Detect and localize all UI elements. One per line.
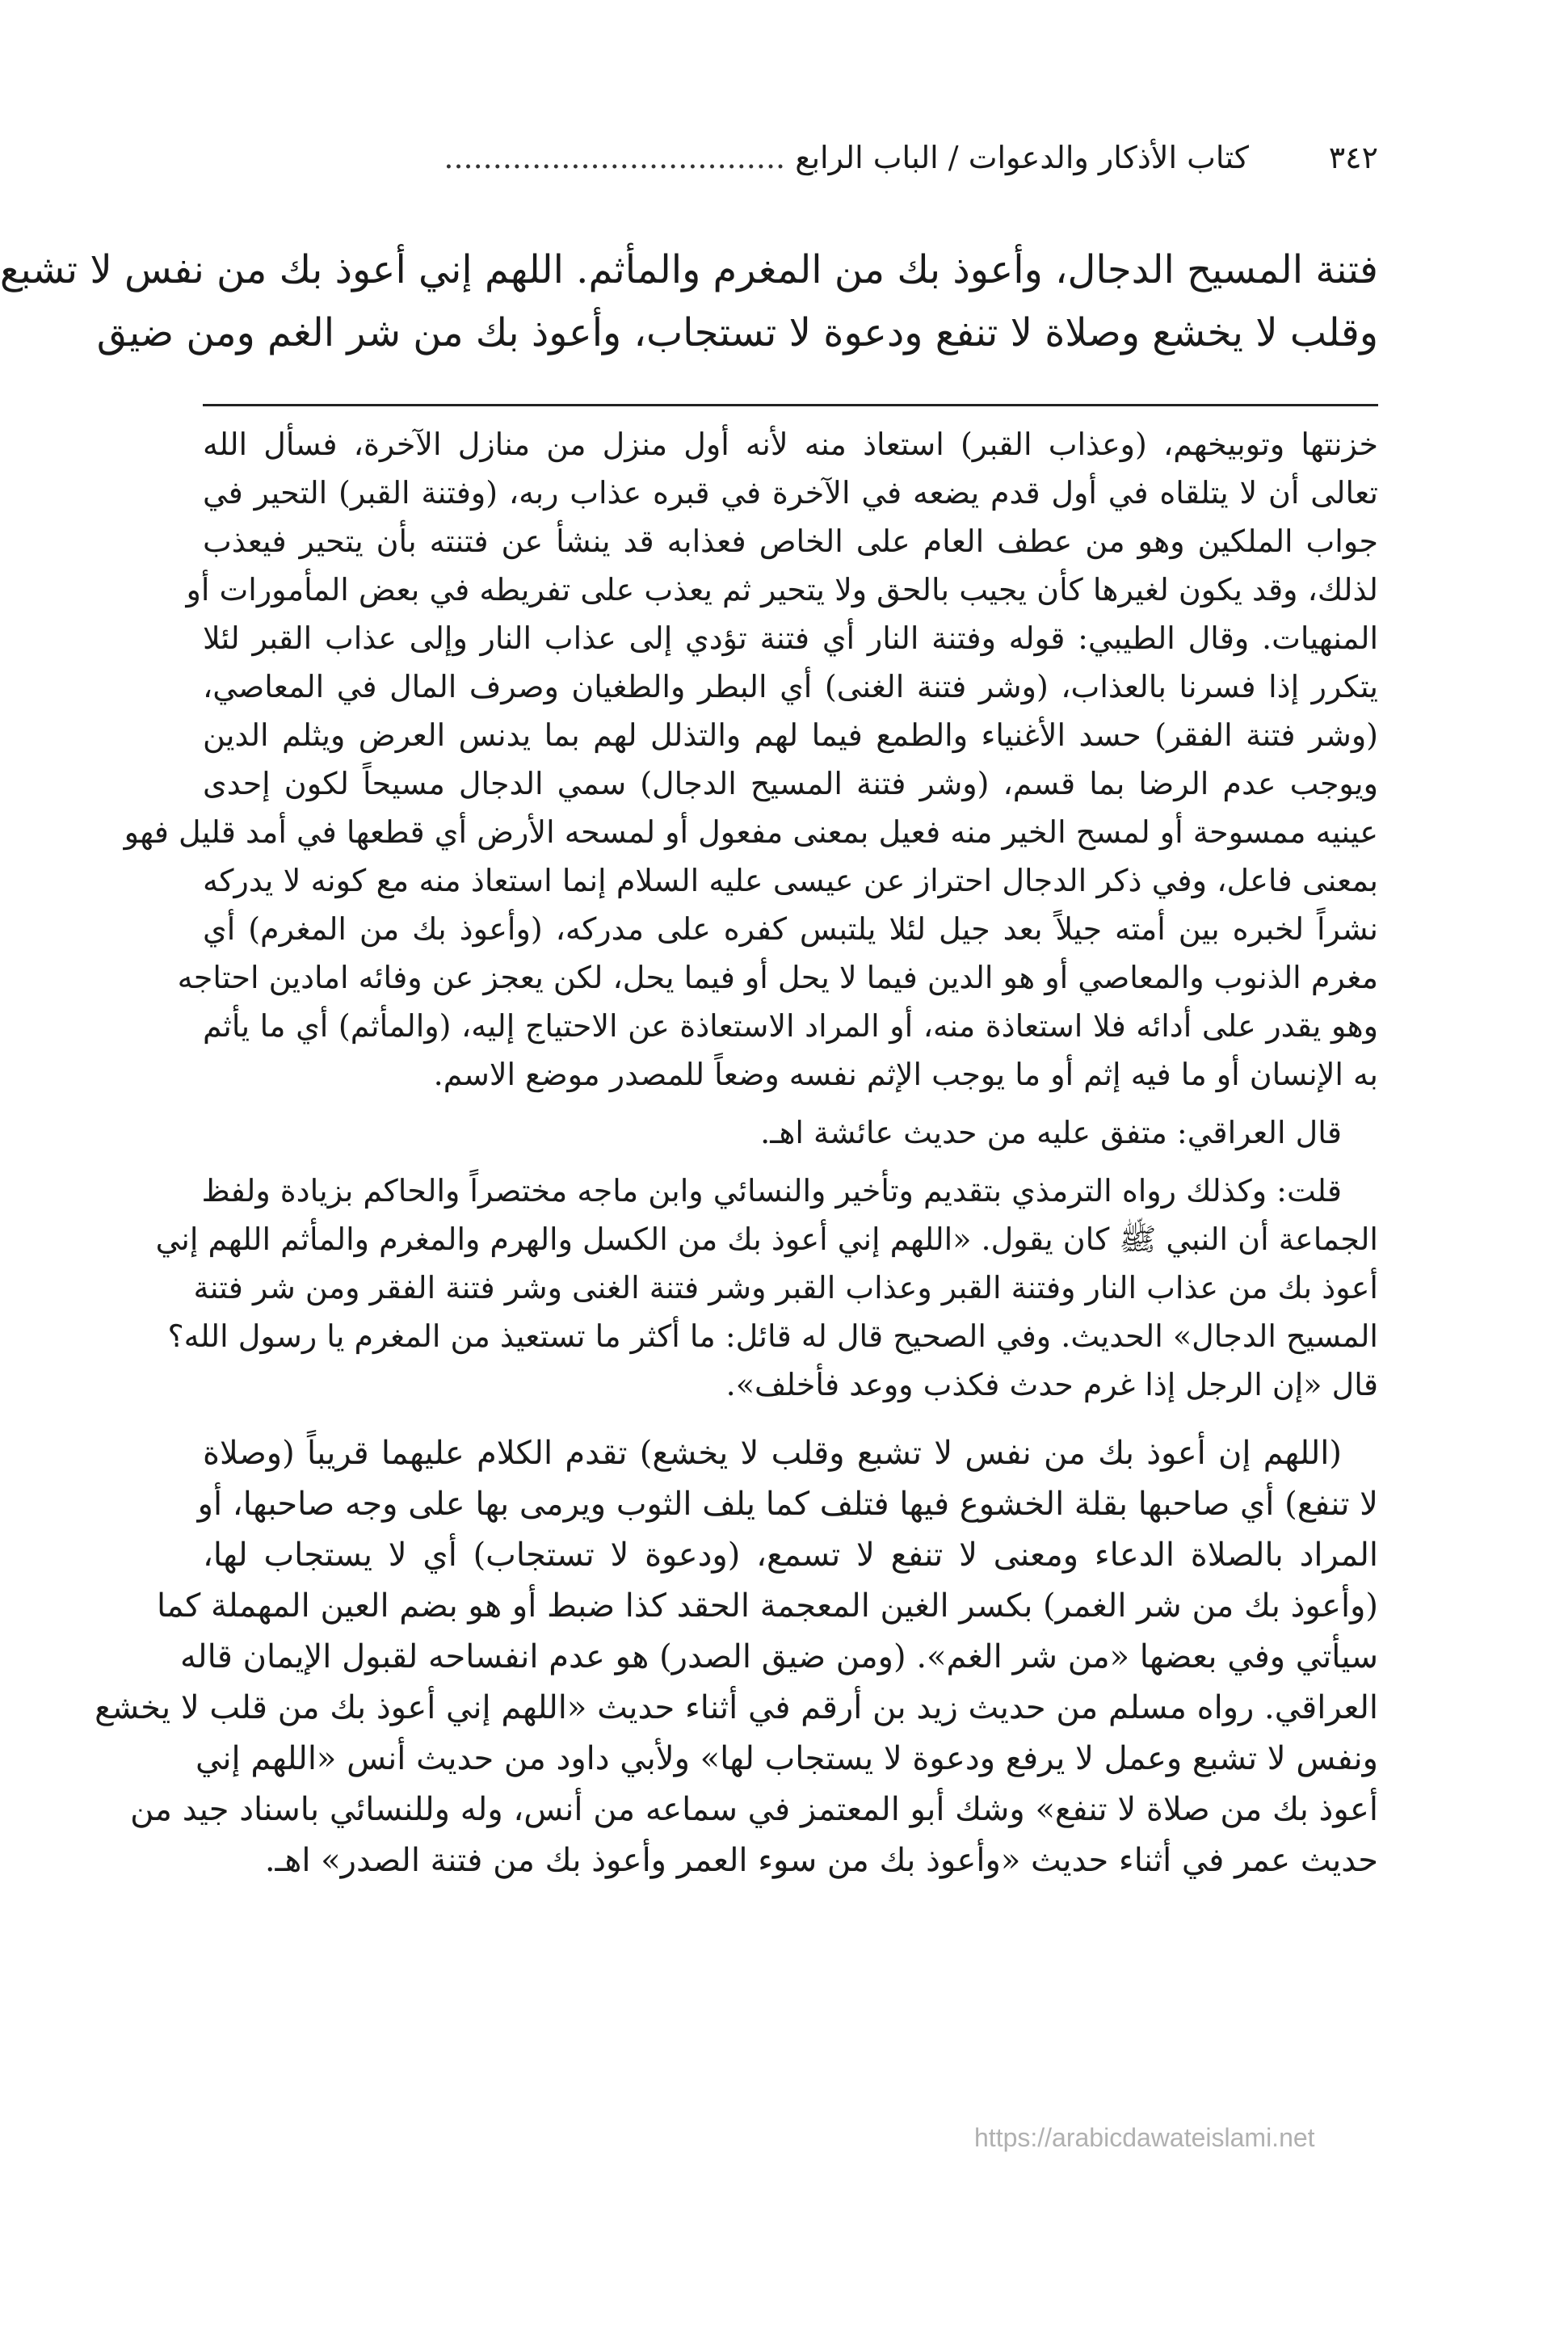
commentary-line: به الإنسان أو ما فيه إثم أو ما يوجب الإثم نفسه وضعاً للمصدر موضع الاسم. bbox=[433, 1057, 1378, 1092]
commentary-line: مغرم الذنوب والمعاصي أو هو الدين فيما لا يحل أو فيما يحل، لكن يعجز عن وفائه امادين احتاجه bbox=[177, 960, 1378, 995]
commentary-line: ونفس لا تشبع وعمل لا يرفع ودعوة لا يستجاب لها» ولأبي داود من حديث أنس «اللهم إني bbox=[195, 1740, 1378, 1777]
commentary-line: سيأتي وفي بعضها «من شر الغم». (ومن ضيق الصدر) هو عدم انفساحه لقبول الإيمان قاله bbox=[179, 1638, 1378, 1675]
commentary-line: أعوذ بك من عذاب النار وفتنة القبر وعذاب القبر وشر فتنة الغنى وشر فتنة الفقر ومن شر فتنة bbox=[193, 1270, 1378, 1305]
commentary-line: المسيح الدجال» الحديث. وفي الصحيح قال له قائل: ما أكثر ما تستعيذ من المغرم يا رسول الله؟ bbox=[167, 1318, 1378, 1354]
commentary-line: المنهيات. وقال الطيبي: قوله وفتنة النار أي فتنة تؤدي إلى عذاب النار وإلى عذاب القبر لئلا bbox=[203, 620, 1378, 656]
commentary-line: تعالى أن لا يتلقاه في أول قدم يضعه في الآخرة في قبره عذاب ربه، (وفتنة القبر) التحير في bbox=[203, 475, 1378, 511]
commentary-line: عينيه ممسوحة أو لمسح الخير منه فعيل بمعنى مفعول أو لمسحه الأرض أي قطعها في أمد قليل فهو bbox=[124, 814, 1378, 850]
iraqi-note: قال العراقي: متفق عليه من حديث عائشة اهـ. bbox=[760, 1115, 1342, 1150]
commentary-line: قلت: وكذلك رواه الترمذي بتقديم وتأخير والنسائي وابن ماجه مختصراً والحاكم بزيادة ولفظ bbox=[201, 1173, 1342, 1209]
hadith-text bbox=[0, 238, 1378, 364]
header-leader-dots: ................................... bbox=[443, 140, 786, 175]
commentary-section-3 bbox=[95, 1428, 1379, 1886]
commentary-line: قال «إن الرجل إذا غرم حدث فكذب ووعد فأخلف». bbox=[725, 1367, 1378, 1402]
commentary-section-2 bbox=[155, 1167, 1378, 1409]
commentary-line: نشراً لخبره بين أمته جيلاً بعد جيل لئلا يلتبس كفره على مدركه، (وأعوذ بك من المغرم) أي bbox=[203, 911, 1378, 947]
commentary-section-1 bbox=[124, 420, 1378, 1157]
commentary bbox=[95, 420, 1379, 1886]
commentary-line: بمعنى فاعل، وفي ذكر الدجال احتراز عن عيسى عليه السلام إنما استعاذ منه مع كونه لا يدركه bbox=[203, 863, 1378, 898]
commentary-line: (وأعوذ بك من شر الغمر) بكسر الغين المعجمة الحقد كذا ضبط أو هو بضم العين المهملة كما bbox=[156, 1587, 1378, 1625]
commentary-line: (وشر فتنة الفقر) حسد الأغنياء والطمع فيما لهم والتذلل لهم بما يدنس العرض ويثلم الدين bbox=[203, 717, 1378, 753]
commentary-line: المراد بالصلاة الدعاء ومعنى لا تنفع لا تسمع، (ودعوة لا تستجاب) أي لا يستجاب لها، bbox=[203, 1537, 1379, 1574]
commentary-line: لذلك، وقد يكون لغيرها كأن يجيب بالحق ولا يتحير ثم يعذب على تفريطه في بعض المأمورات أو bbox=[186, 572, 1378, 607]
chapter-title: كتاب الأذكار والدعوات / الباب الرابع bbox=[795, 140, 1249, 175]
watermark-url: https://arabicdawateislami.net bbox=[974, 2123, 1315, 2152]
commentary-line: خزنتها وتوبيخهم، (وعذاب القبر) استعاذ منه لأنه أول منزل من منازل الآخرة، فسأل الله bbox=[203, 427, 1378, 462]
commentary-line: الجماعة أن النبي ﷺ كان يقول. «اللهم إني أعوذ بك من الكسل والهرم والمغرم والمأثم اللهم إني bbox=[155, 1221, 1378, 1257]
page-number: ٣٤٢ bbox=[1328, 140, 1378, 175]
hadith-line: وقلب لا يخشع وصلاة لا تنفع ودعوة لا تستجاب، وأعوذ بك من شر الغم ومن ضيق bbox=[96, 310, 1378, 355]
header-title-row bbox=[203, 133, 1249, 182]
footnote-divider bbox=[203, 404, 1378, 406]
commentary-line: العراقي. رواه مسلم من حديث زيد بن أرقم في أثناء حديث «اللهم إني أعوذ بك من قلب لا يخشع bbox=[95, 1689, 1378, 1726]
commentary-line: وهو يقدر على أدائه فلا استعاذة منه، أو المراد الاستعاذة عن الاحتياج إليه، (والمأثم) أي ما يأثم bbox=[203, 1008, 1378, 1044]
commentary-line: حديث عمر في أثناء حديث «وأعوذ بك من سوء العمر وأعوذ بك من فتنة الصدر» اهـ. bbox=[264, 1842, 1378, 1879]
running-header bbox=[203, 133, 1378, 182]
commentary-line: جواب الملكين وهو من عطف العام على الخاص فعذابه قد ينشأ عن فتنته بأن يتحير فيعذب bbox=[203, 523, 1378, 559]
commentary-line: ويوجب عدم الرضا بما قسم، (وشر فتنة المسيح الدجال) سمي الدجال مسيحاً لكون إحدى bbox=[203, 766, 1378, 801]
commentary-line: يتكرر إذا فسرنا بالعذاب، (وشر فتنة الغنى) أي البطر والطغيان وصرف المال في المعاصي، bbox=[203, 669, 1378, 704]
hadith-line: فتنة المسيح الدجال، وأعوذ بك من المغرم والمأثم. اللهم إني أعوذ بك من نفس لا تشبع bbox=[0, 247, 1378, 292]
commentary-line: (اللهم إن أعوذ بك من نفس لا تشبع وقلب لا يخشع) تقدم الكلام عليهما قريباً (وصلاة bbox=[203, 1435, 1342, 1472]
commentary-line: أعوذ بك من صلاة لا تنفع» وشك أبو المعتمز في سماعه من أنس، وله وللنسائي باسناد جيد من bbox=[130, 1791, 1378, 1828]
commentary-line: لا تنفع) أي صاحبها بقلة الخشوع فيها فتلف كما يلف الثوب ويرمى بها على وجه صاحبها، أو bbox=[197, 1486, 1378, 1523]
